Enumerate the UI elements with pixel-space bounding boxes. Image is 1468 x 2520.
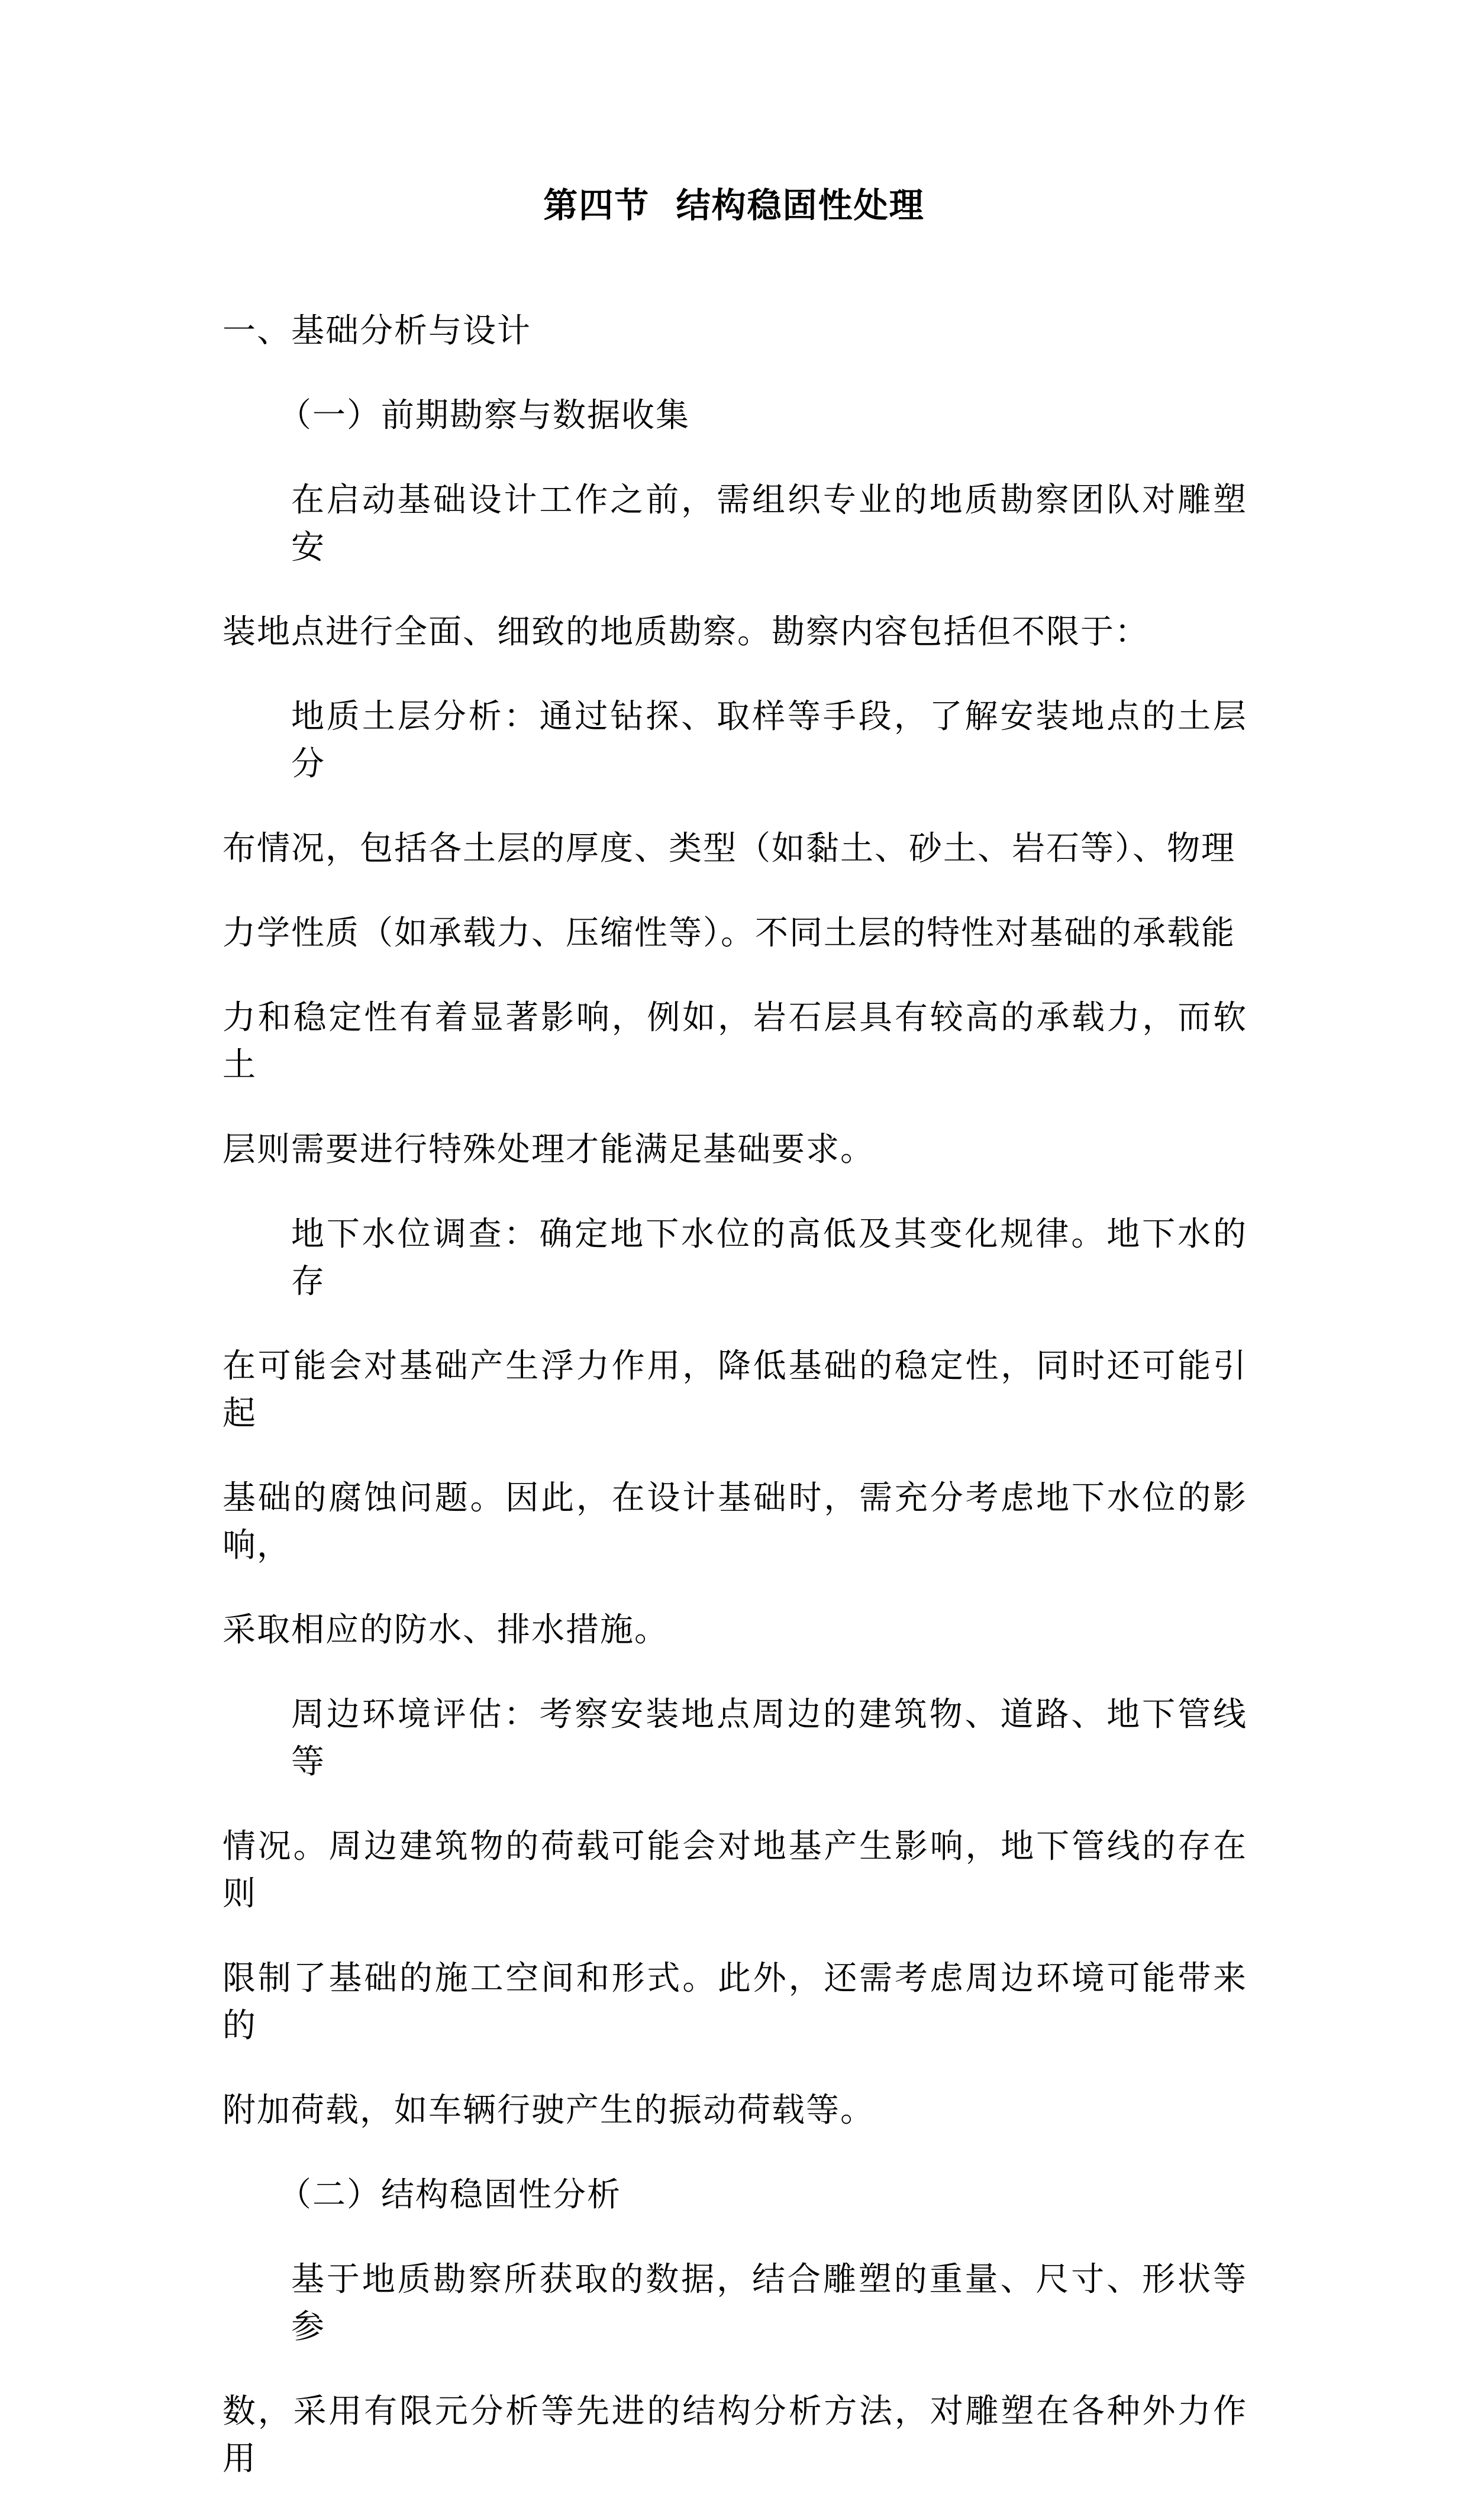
paragraph-survey-intro xyxy=(222,477,1247,656)
paragraph-line: 周边环境评估：考察安装地点周边的建筑物、道路、地下管线等 xyxy=(291,1695,1247,1781)
paragraph-groundwater xyxy=(222,1211,1247,1654)
paragraph-line: 力和稳定性有着显著影响，例如，岩石层具有较高的承载力，而软土 xyxy=(222,999,1247,1084)
paragraph-line: 基于地质勘察所获取的数据，结合雕塑的重量、尺寸、形状等参 xyxy=(291,2260,1247,2346)
paragraph-line: 数，采用有限元分析等先进的结构分析方法，对雕塑在各种外力作用 xyxy=(222,2392,1247,2478)
paragraph-line: 层则需要进行特殊处理才能满足基础要求。 xyxy=(222,1130,875,1169)
paragraph-line: 装地点进行全面、细致的地质勘察。勘察内容包括但不限于： xyxy=(222,613,1149,651)
paragraph-line: 限制了基础的施工空间和形式。此外，还需考虑周边环境可能带来的 xyxy=(222,1959,1247,2045)
paragraph-structural-analysis xyxy=(222,2256,1247,2483)
subheading-preliminary-survey: （一）前期勘察与数据收集 xyxy=(278,396,690,435)
paragraph-line: 在启动基础设计工作之前，需组织专业的地质勘察团队对雕塑安 xyxy=(291,481,1247,567)
paragraph-line: 力学性质（如承载力、压缩性等）。不同土层的特性对基础的承载能 xyxy=(222,914,1235,952)
paragraph-line: 基础的腐蚀问题。因此，在设计基础时，需充分考虑地下水位的影响， xyxy=(222,1479,1247,1565)
paragraph-line: 布情况，包括各土层的厚度、类型（如黏土、砂土、岩石等）、物理 xyxy=(222,829,1235,868)
paragraph-line: 地下水位调查：确定地下水位的高低及其变化规律。地下水的存 xyxy=(291,1215,1247,1301)
paragraph-line: 地质土层分析：通过钻探、取样等手段，了解安装地点的土层分 xyxy=(291,697,1247,783)
paragraph-line: 在可能会对基础产生浮力作用，降低基础的稳定性，同时还可能引起 xyxy=(222,1347,1247,1433)
document-body xyxy=(222,308,1247,2520)
paragraph-line: 附加荷载，如车辆行驶产生的振动荷载等。 xyxy=(222,2091,875,2130)
section-title: 第四节 结构稳固性处理 xyxy=(543,185,925,225)
paragraph-line: 情况。周边建筑物的荷载可能会对地基产生影响，地下管线的存在则 xyxy=(222,1827,1247,1913)
paragraph-environment xyxy=(222,1691,1247,2134)
paragraph-line: 采取相应的防水、排水措施。 xyxy=(222,1611,669,1649)
subheading-structural-stability: （二）结构稳固性分析 xyxy=(278,2176,621,2214)
paragraph-soil-analysis xyxy=(222,693,1247,1174)
heading-foundation-analysis: 一、基础分析与设计 xyxy=(222,312,531,350)
